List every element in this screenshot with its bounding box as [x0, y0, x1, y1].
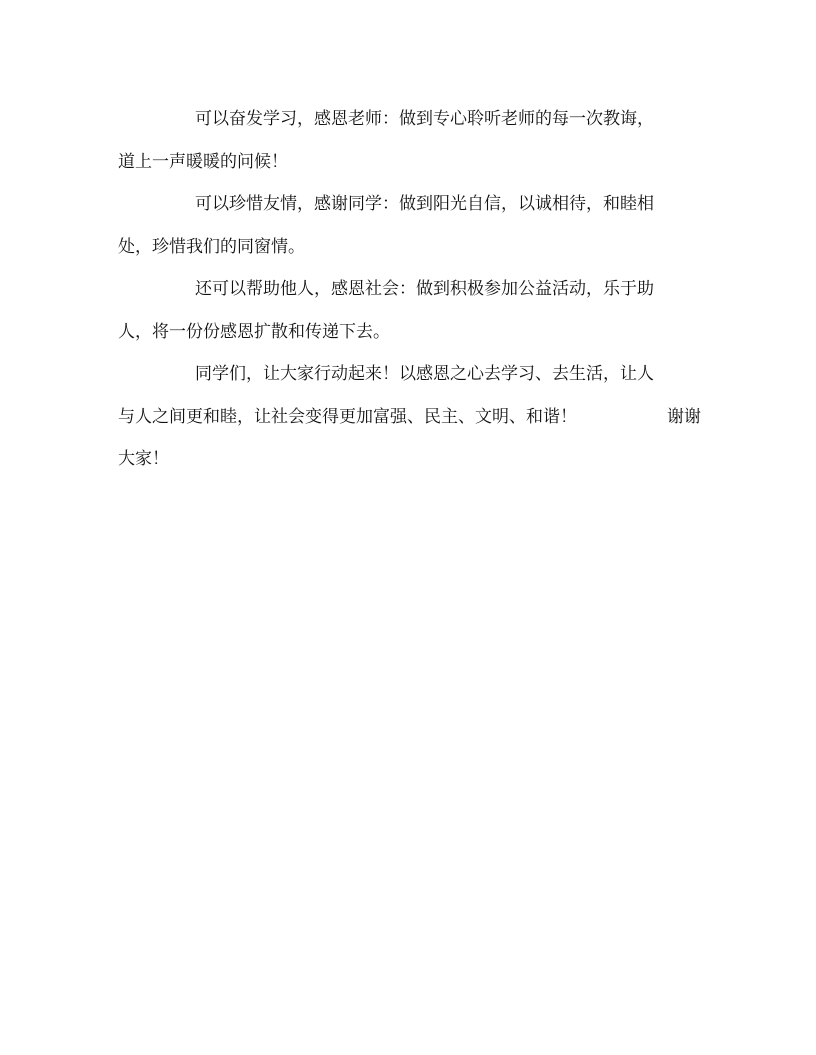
- paragraph-4-line-2: [118, 402, 701, 445]
- paragraph-3-line-1: 还可以帮助他人，感恩社会：做到积极参加公益活动，乐于助: [195, 279, 654, 299]
- paragraph-4-line-3: 大家！: [118, 449, 169, 469]
- paragraph-3-line-2: 人，将一份份感恩扩散和传递下去。: [118, 321, 390, 342]
- paragraph-2-line-2: 处，珍惜我们的同窗情。: [118, 236, 305, 257]
- speech-text: [118, 104, 701, 487]
- paragraph-1-line-2: 道上一声暖暖的问候！: [118, 151, 288, 172]
- paragraph-1-line-1: 可以奋发学习，感恩老师：做到专心聆听老师的每一次教诲，: [195, 109, 654, 129]
- paragraph-4-trailing-text: 谢谢: [667, 406, 701, 427]
- paragraph-4-line-1: 同学们，让大家行动起来！以感恩之心去学习、去生活，让人: [195, 364, 654, 384]
- paragraph-2-line-1: 可以珍惜友情，感谢同学：做到阳光自信，以诚相待，和睦相: [195, 194, 654, 214]
- paragraph-4-line-2-text: 与人之间更和睦，让社会变得更加富强、民主、文明、和谐！: [118, 406, 577, 427]
